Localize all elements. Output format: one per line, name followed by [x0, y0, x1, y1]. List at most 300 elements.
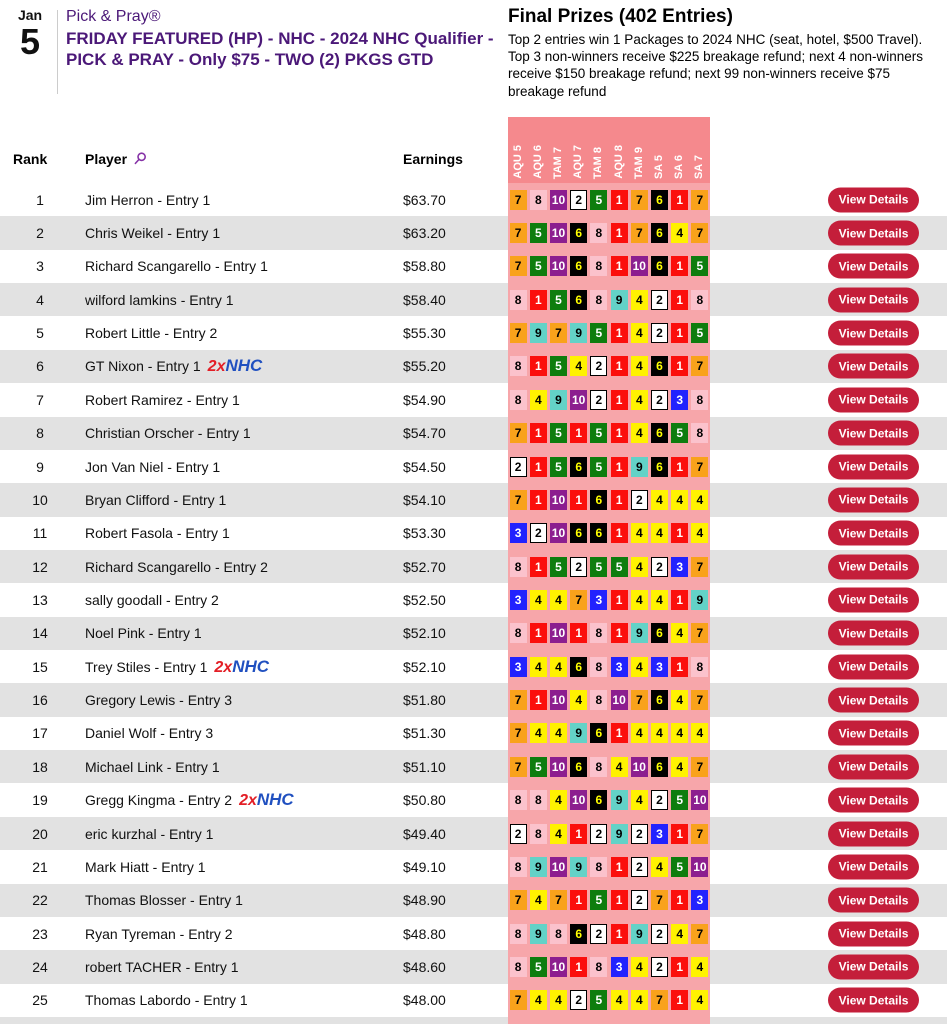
pick-cell: 4: [651, 523, 668, 543]
race-column-header: TAM 9: [632, 146, 645, 179]
player-cell: [85, 450, 220, 483]
pick-cell: 3: [651, 824, 668, 844]
leaderboard-row: [0, 783, 947, 816]
pick-cell: 10: [550, 690, 567, 710]
pick-cell: 4: [550, 723, 567, 743]
pick-cell: 1: [530, 557, 547, 577]
player-name: Trey Stiles - Entry 1: [85, 658, 208, 675]
pick-cell: 7: [510, 723, 527, 743]
pick-cell: 9: [611, 824, 628, 844]
race-column-header: SA 5: [652, 154, 665, 179]
view-details-button[interactable]: View Details: [828, 521, 919, 546]
pick-cell: 10: [550, 523, 567, 543]
event-date: [8, 8, 52, 61]
rank-column-header: Rank: [13, 151, 48, 167]
pick-cell: 8: [691, 390, 708, 410]
pick-cell: 3: [510, 590, 527, 610]
pick-cell: 7: [550, 323, 567, 343]
contest-series: Pick & Pray®: [66, 8, 161, 25]
view-details-button[interactable]: View Details: [828, 587, 919, 612]
pick-cell: 5: [530, 957, 547, 977]
view-details-button[interactable]: View Details: [828, 821, 919, 846]
pick-cell: 1: [530, 490, 547, 510]
earnings-cell: $52.50: [403, 591, 446, 608]
view-details-button[interactable]: View Details: [828, 287, 919, 312]
nhc-2x-badge-multiplier: 2x: [214, 658, 233, 676]
pick-cell: 5: [671, 423, 688, 443]
picks-strip: [508, 583, 710, 616]
pick-cell: 7: [691, 690, 708, 710]
player-name: Gregory Lewis - Entry 3: [85, 692, 233, 709]
pick-cell: 1: [570, 824, 587, 844]
leaderboard-row: [0, 517, 947, 550]
player-name: Jim Herron - Entry 1: [85, 191, 211, 208]
rank-cell: 12: [32, 558, 48, 575]
pick-cell: 7: [550, 890, 567, 910]
view-details-button[interactable]: View Details: [828, 954, 919, 979]
pick-cell: 10: [550, 256, 567, 276]
pick-cell: 7: [631, 690, 648, 710]
pick-cell: 1: [611, 857, 628, 877]
leaderboard-row: [0, 683, 947, 716]
pick-cell: 4: [691, 490, 708, 510]
pick-cell: 1: [530, 356, 547, 376]
pick-cell: 6: [590, 490, 607, 510]
pick-cell: 9: [631, 457, 648, 477]
pick-cell: 9: [570, 857, 587, 877]
pick-cell: 7: [691, 223, 708, 243]
leaderboard-row: [0, 283, 947, 316]
pick-cell: 5: [530, 223, 547, 243]
pick-cell: 8: [510, 557, 527, 577]
leaderboard-row: [0, 250, 947, 283]
pick-cell: 2: [631, 824, 648, 844]
player-cell: [85, 583, 219, 616]
earnings-cell: $53.30: [403, 525, 446, 542]
pick-cell: 1: [570, 623, 587, 643]
player-cell: [85, 517, 230, 550]
pick-cell: 10: [570, 790, 587, 810]
player-column-header: [85, 151, 147, 167]
leaderboard-row: [0, 950, 947, 983]
view-details-button[interactable]: View Details: [828, 354, 919, 379]
pick-cell: 4: [530, 890, 547, 910]
rank-cell: 1: [36, 191, 44, 208]
pick-cell: 4: [631, 990, 648, 1010]
leaderboard-row: [0, 450, 947, 483]
pick-cell: 4: [691, 957, 708, 977]
view-details-button[interactable]: View Details: [828, 854, 919, 879]
nhc-2x-badge: [208, 356, 263, 376]
earnings-cell: $54.50: [403, 458, 446, 475]
pick-cell: 10: [550, 857, 567, 877]
pick-cell: 7: [510, 757, 527, 777]
rank-cell: 6: [36, 358, 44, 375]
rank-cell: 25: [32, 992, 48, 1009]
earnings-cell: $48.80: [403, 925, 446, 942]
rank-cell: 13: [32, 591, 48, 608]
view-details-button[interactable]: View Details: [828, 254, 919, 279]
contest-title-block: [66, 7, 506, 70]
rank-cell: 14: [32, 625, 48, 642]
player-name: Mark Hiatt - Entry 1: [85, 858, 206, 875]
player-cell: [85, 950, 239, 983]
pick-cell: 9: [570, 723, 587, 743]
final-prizes-title: Final Prizes (402 Entries): [508, 6, 733, 27]
pick-cell: 4: [631, 356, 648, 376]
pick-cell: 2: [590, 924, 607, 944]
earnings-cell: $58.80: [403, 258, 446, 275]
rank-cell: 23: [32, 925, 48, 942]
pick-cell: 1: [611, 423, 628, 443]
pick-cell: 4: [530, 390, 547, 410]
leaderboard-row: [0, 183, 947, 216]
picks-strip: [508, 950, 710, 983]
pick-cell: 6: [651, 256, 668, 276]
view-details-button[interactable]: View Details: [828, 387, 919, 412]
pick-cell: 4: [570, 356, 587, 376]
picks-strip: [508, 250, 710, 283]
player-name: Thomas Blosser - Entry 1: [85, 892, 243, 909]
pick-cell: 5: [691, 256, 708, 276]
rank-cell: 3: [36, 258, 44, 275]
pick-cell: 8: [590, 223, 607, 243]
player-cell: [85, 850, 206, 883]
pick-cell: 4: [671, 924, 688, 944]
pick-cell: 1: [671, 457, 688, 477]
rank-cell: 19: [32, 792, 48, 809]
pick-cell: 8: [590, 290, 607, 310]
earnings-cell: $55.30: [403, 325, 446, 342]
pick-cell: 1: [530, 623, 547, 643]
pick-cell: 8: [590, 623, 607, 643]
player-cell: [85, 817, 213, 850]
pick-cell: 10: [611, 690, 628, 710]
view-details-button[interactable]: View Details: [828, 454, 919, 479]
view-details-button[interactable]: View Details: [828, 721, 919, 746]
view-details-button[interactable]: View Details: [828, 754, 919, 779]
earnings-column-header: Earnings: [403, 151, 463, 167]
leaderboard-row: [0, 717, 947, 750]
pick-cell: 1: [611, 523, 628, 543]
player-cell: [85, 383, 240, 416]
pick-cell: 10: [550, 190, 567, 210]
earnings-cell: $49.10: [403, 858, 446, 875]
earnings-cell: $48.00: [403, 992, 446, 1009]
pick-cell: 9: [691, 590, 708, 610]
view-details-button[interactable]: View Details: [828, 487, 919, 512]
event-date-month: Jan: [17, 7, 43, 23]
pick-cell: 4: [651, 490, 668, 510]
picks-strip: [508, 717, 710, 750]
pick-cell: 6: [651, 356, 668, 376]
pick-cell: 8: [510, 924, 527, 944]
pick-cell: 1: [671, 990, 688, 1010]
pick-cell: 9: [530, 323, 547, 343]
rank-cell: 22: [32, 892, 48, 909]
pick-cell: 6: [651, 690, 668, 710]
pick-cell: 5: [550, 290, 567, 310]
pick-cell: 1: [671, 824, 688, 844]
player-name: eric kurzhal - Entry 1: [85, 825, 214, 842]
picks-strip: [508, 783, 710, 816]
race-column-header: AQU 8: [612, 145, 625, 179]
pick-cell: 9: [611, 290, 628, 310]
earnings-cell: $51.10: [403, 758, 446, 775]
header-divider: [57, 10, 58, 94]
pick-cell: 1: [671, 256, 688, 276]
view-details-button[interactable]: View Details: [828, 988, 919, 1013]
pick-cell: 2: [631, 857, 648, 877]
pick-cell: 2: [651, 957, 668, 977]
rank-cell: 17: [32, 725, 48, 742]
pick-cell: 5: [530, 256, 547, 276]
race-column-header: AQU 7: [572, 145, 585, 179]
rank-cell: 4: [36, 291, 44, 308]
race-column-header: SA 7: [693, 154, 706, 179]
leaderboard-row: [0, 650, 947, 683]
pick-cell: 5: [590, 990, 607, 1010]
leaderboard-rows: [0, 183, 947, 1017]
pick-cell: 6: [570, 290, 587, 310]
pick-cell: 6: [570, 223, 587, 243]
player-cell: [85, 216, 220, 249]
picks-strip: [508, 316, 710, 349]
pick-cell: 2: [570, 990, 587, 1010]
pick-cell: 10: [570, 390, 587, 410]
pick-cell: 1: [611, 924, 628, 944]
pick-cell: 5: [550, 457, 567, 477]
nhc-2x-badge-multiplier: 2x: [239, 792, 257, 810]
pick-cell: 2: [570, 190, 587, 210]
rank-cell: 15: [32, 658, 48, 675]
pick-cell: 8: [530, 190, 547, 210]
leaderboard-row: [0, 917, 947, 950]
pick-cell: 8: [510, 623, 527, 643]
pick-cell: 4: [631, 290, 648, 310]
pick-cell: 4: [631, 390, 648, 410]
player-name: Richard Scangarello - Entry 1: [85, 258, 268, 275]
pick-cell: 7: [651, 990, 668, 1010]
pick-cell: 5: [691, 323, 708, 343]
pick-cell: 8: [590, 857, 607, 877]
pick-cell: 8: [510, 790, 527, 810]
leaderboard-row: [0, 984, 947, 1017]
player-name: Robert Fasola - Entry 1: [85, 525, 230, 542]
pick-cell: 7: [510, 690, 527, 710]
earnings-cell: $63.70: [403, 191, 446, 208]
view-details-button[interactable]: View Details: [828, 554, 919, 579]
picks-strip: [508, 517, 710, 550]
picks-strip: [508, 884, 710, 917]
pick-cell: 7: [510, 190, 527, 210]
pick-cell: 1: [611, 457, 628, 477]
pick-cell: 1: [530, 423, 547, 443]
view-details-button[interactable]: View Details: [828, 921, 919, 946]
pick-cell: 6: [651, 623, 668, 643]
pick-cell: 9: [530, 857, 547, 877]
earnings-cell: $54.10: [403, 491, 446, 508]
pick-cell: 4: [671, 723, 688, 743]
view-details-button[interactable]: View Details: [828, 421, 919, 446]
pick-cell: 8: [691, 290, 708, 310]
view-details-button[interactable]: View Details: [828, 688, 919, 713]
pick-cell: 1: [611, 390, 628, 410]
pick-cell: 1: [671, 523, 688, 543]
pick-cell: 3: [510, 523, 527, 543]
pick-cell: 4: [570, 690, 587, 710]
pick-cell: 4: [631, 423, 648, 443]
pick-cell: 6: [570, 523, 587, 543]
pick-cell: 4: [671, 223, 688, 243]
pick-cell: 4: [691, 523, 708, 543]
pick-cell: 4: [550, 590, 567, 610]
pick-cell: 10: [550, 623, 567, 643]
view-details-button[interactable]: View Details: [828, 788, 919, 813]
pick-cell: 7: [691, 457, 708, 477]
pick-cell: 4: [671, 690, 688, 710]
picks-strip: [508, 383, 710, 416]
view-details-button[interactable]: View Details: [828, 621, 919, 646]
earnings-cell: $50.80: [403, 792, 446, 809]
pick-cell: 2: [570, 557, 587, 577]
pick-cell: 10: [631, 256, 648, 276]
pick-cell: 5: [611, 557, 628, 577]
view-details-button[interactable]: View Details: [828, 888, 919, 913]
player-name: robert TACHER - Entry 1: [85, 958, 239, 975]
view-details-button[interactable]: View Details: [828, 221, 919, 246]
leaderboard-row: [0, 350, 947, 383]
pick-cell: 6: [570, 657, 587, 677]
event-date-day: 5: [19, 21, 41, 63]
player-cell: [85, 750, 220, 783]
pick-cell: 1: [570, 423, 587, 443]
picks-strip: [508, 450, 710, 483]
nhc-2x-badge-brand: NHC: [256, 790, 294, 810]
final-prizes-block: [508, 6, 946, 100]
pick-cell: 4: [631, 523, 648, 543]
view-details-button[interactable]: View Details: [828, 654, 919, 679]
race-header: [508, 117, 710, 183]
pick-cell: 1: [611, 356, 628, 376]
player-name: Ryan Tyreman - Entry 2: [85, 925, 233, 942]
player-column-label: Player: [85, 151, 128, 167]
player-cell: [85, 316, 217, 349]
pick-cell: 5: [590, 890, 607, 910]
pick-cell: 7: [510, 223, 527, 243]
pick-cell: 9: [550, 390, 567, 410]
nhc-2x-badge: [239, 790, 294, 810]
pick-cell: 6: [570, 924, 587, 944]
race-column-header: TAM 7: [551, 146, 564, 179]
pick-cell: 10: [550, 490, 567, 510]
pick-cell: 6: [651, 423, 668, 443]
pick-cell: 6: [570, 757, 587, 777]
pick-cell: 1: [671, 290, 688, 310]
pick-cell: 4: [691, 723, 708, 743]
picks-strip: [508, 283, 710, 316]
view-details-button[interactable]: View Details: [828, 321, 919, 346]
pick-cell: 7: [691, 557, 708, 577]
pick-cell: 5: [671, 790, 688, 810]
pick-cell: 8: [691, 657, 708, 677]
rank-cell: 5: [36, 325, 44, 342]
pick-cell: 7: [691, 924, 708, 944]
pick-cell: 5: [590, 323, 607, 343]
earnings-cell: $54.90: [403, 391, 446, 408]
pick-cell: 1: [671, 190, 688, 210]
pick-cell: 7: [691, 190, 708, 210]
leaderboard-row: [0, 383, 947, 416]
picks-strip: [508, 850, 710, 883]
pick-cell: 4: [550, 790, 567, 810]
pick-cell: 7: [510, 490, 527, 510]
pick-cell: 2: [631, 490, 648, 510]
nhc-2x-badge-multiplier: 2x: [207, 358, 226, 376]
pick-cell: 1: [671, 957, 688, 977]
leaderboard-row: [0, 216, 947, 249]
pick-cell: 4: [550, 990, 567, 1010]
player-cell: [85, 917, 233, 950]
pick-cell: 6: [590, 723, 607, 743]
leaderboard-row: [0, 583, 947, 616]
pick-cell: 2: [530, 523, 547, 543]
earnings-cell: $52.10: [403, 625, 446, 642]
nhc-2x-badge-brand: NHC: [232, 656, 270, 676]
picks-strip: [508, 550, 710, 583]
player-name: wilford lamkins - Entry 1: [85, 291, 234, 308]
pick-cell: 6: [570, 256, 587, 276]
leaderboard-row: [0, 750, 947, 783]
earnings-cell: $51.30: [403, 725, 446, 742]
pick-cell: 9: [530, 924, 547, 944]
player-cell: [85, 884, 243, 917]
pick-cell: 4: [530, 990, 547, 1010]
pick-cell: 1: [530, 290, 547, 310]
view-details-button[interactable]: View Details: [828, 187, 919, 212]
pick-cell: 3: [510, 657, 527, 677]
pick-cell: 5: [530, 757, 547, 777]
pick-cell: 2: [510, 457, 527, 477]
pick-cell: 4: [651, 857, 668, 877]
pick-cell: 5: [671, 857, 688, 877]
pick-cell: 7: [691, 824, 708, 844]
player-name: GT Nixon - Entry 1: [85, 358, 201, 375]
pick-cell: 4: [530, 590, 547, 610]
race-column-header: SA 6: [673, 154, 686, 179]
pick-cell: 1: [611, 323, 628, 343]
pick-cell: 4: [691, 990, 708, 1010]
pick-cell: 8: [590, 657, 607, 677]
pick-cell: 3: [611, 957, 628, 977]
pick-cell: 8: [510, 957, 527, 977]
pick-cell: 2: [590, 824, 607, 844]
pick-cell: 2: [510, 824, 527, 844]
pick-cell: 8: [590, 256, 607, 276]
pick-cell: 4: [631, 657, 648, 677]
picks-strip: [508, 417, 710, 450]
earnings-cell: $55.20: [403, 358, 446, 375]
pick-cell: 5: [590, 557, 607, 577]
rank-cell: 9: [36, 458, 44, 475]
rank-cell: 2: [36, 225, 44, 242]
search-icon[interactable]: [133, 152, 147, 166]
pick-cell: 3: [611, 657, 628, 677]
pick-cell: 2: [590, 390, 607, 410]
leaderboard-row: [0, 617, 947, 650]
picks-strip: [508, 917, 710, 950]
player-cell: [85, 350, 262, 383]
